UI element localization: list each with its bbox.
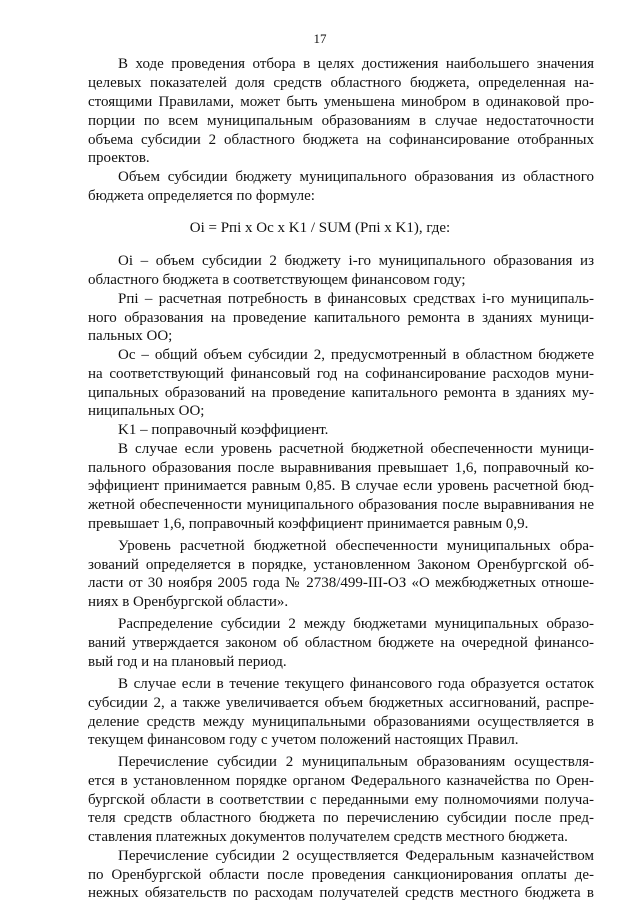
text-line: областного бюджета в соответствующем финансовом году; bbox=[88, 272, 466, 288]
text-line: ласти от 30 ноября 2005 года № 2738/499-III-ОЗ «О межбюджетных отноше- bbox=[88, 575, 594, 591]
text-line: теля средств областного бюджета по перечислению субсидии после пред- bbox=[88, 810, 594, 826]
text-line: пального образования после выравнивания превышает 1,6, поправочный ко- bbox=[88, 460, 594, 476]
text-line: Распределение субсидии 2 между бюджетами муниципальных образо- bbox=[118, 616, 594, 632]
text-line: пальных ОО; bbox=[88, 328, 173, 344]
text-line: вый год и на плановый период. bbox=[88, 654, 287, 670]
text-line: Уровень расчетной бюджетной обеспеченности муниципальных обра- bbox=[118, 538, 594, 554]
text-line: субсидии 2, а также увеличивается объем бюджетных ассигнований, распре- bbox=[88, 695, 594, 711]
text-line: зований определяется в порядке, установленном Законом Оренбургской об- bbox=[88, 557, 594, 573]
text-line: ниципальных ОО; bbox=[88, 403, 205, 419]
text-line: В случае если уровень расчетной бюджетной обеспеченности муници- bbox=[118, 441, 594, 457]
text-line: Объем субсидии бюджету муниципального образования из областного bbox=[118, 169, 594, 185]
text-line: ципальных образований на проведение капитального ремонта в зданиях му- bbox=[88, 385, 594, 401]
text-line: В случае если в течение текущего финансового года образуется остаток bbox=[118, 676, 594, 692]
text-line: проектов. bbox=[88, 150, 150, 166]
text-line: Перечисление субсидии 2 осуществляется Федеральным казначейством bbox=[118, 848, 594, 864]
text-line: ниях в Оренбургской области». bbox=[88, 594, 289, 610]
text-line: Oi – объем субсидии 2 бюджету i-го муниципального образования из bbox=[118, 253, 594, 269]
text-line: Oc – общий объем субсидии 2, предусмотренный в областном бюджете bbox=[118, 347, 594, 363]
text-line: стоящими Правилами, может быть уменьшена минобром в одинаковой про- bbox=[88, 94, 594, 110]
text-line: деление средств между муниципальными образованиями осуществляется в bbox=[88, 714, 594, 730]
text-line: Pпi – расчетная потребность в финансовых средствах i-го муниципаль- bbox=[118, 291, 594, 307]
text-line: ного образования на проведение капитального ремонта в зданиях муници- bbox=[88, 310, 594, 326]
formula: Oi = Pпi x Oc x K1 / SUM (Pпi x K1), где: bbox=[189, 220, 451, 236]
text-line: ставления платежных документов получателем средств местного бюджета. bbox=[88, 829, 568, 845]
text-line: объема субсидии 2 областного бюджета на софинансирование отобранных bbox=[88, 132, 594, 148]
text-line: бургской области в соответствии с переданными ему полномочиями получа- bbox=[88, 792, 594, 808]
text-line: Перечисление субсидии 2 муниципальным образованиям осуществля- bbox=[118, 754, 594, 770]
text-line: порции по всем муниципальным образованиям в случае недостаточности bbox=[88, 113, 594, 129]
text-line: бюджета определяется по формуле: bbox=[88, 188, 315, 204]
text-line: текущем финансовом году с учетом положений настоящих Правил. bbox=[88, 732, 519, 748]
text-line: на соответствующий финансовый год на софинансирование расходов муни- bbox=[88, 366, 594, 382]
text-line: превышает 1,6, поправочный коэффициент принимается равным 0,9. bbox=[88, 516, 529, 532]
text-line: нежных обязательств по расходам получателей средств местного бюджета в bbox=[88, 885, 594, 901]
text-line: ется в установленном порядке органом Федерального казначейства по Орен- bbox=[88, 773, 594, 789]
text-line: целевых показателей доля средств областного бюджета, определенная на- bbox=[88, 75, 594, 91]
text-line: по Оренбургской области после проведения санкционирования оплаты де- bbox=[88, 867, 594, 883]
text-line: K1 – поправочный коэффициент. bbox=[118, 422, 329, 438]
text-line: ваний утверждается законом об областном бюджете на очередной финансо- bbox=[88, 635, 594, 651]
page-number: 17 bbox=[313, 31, 327, 46]
text-line: жетной обеспеченности муниципального образования после выравнивания не bbox=[88, 497, 594, 513]
text-line: эффициент принимается равным 0,85. В случае если уровень расчетной бюд- bbox=[88, 478, 594, 494]
text-line: В ходе проведения отбора в целях достижения наибольшего значения bbox=[118, 56, 594, 72]
